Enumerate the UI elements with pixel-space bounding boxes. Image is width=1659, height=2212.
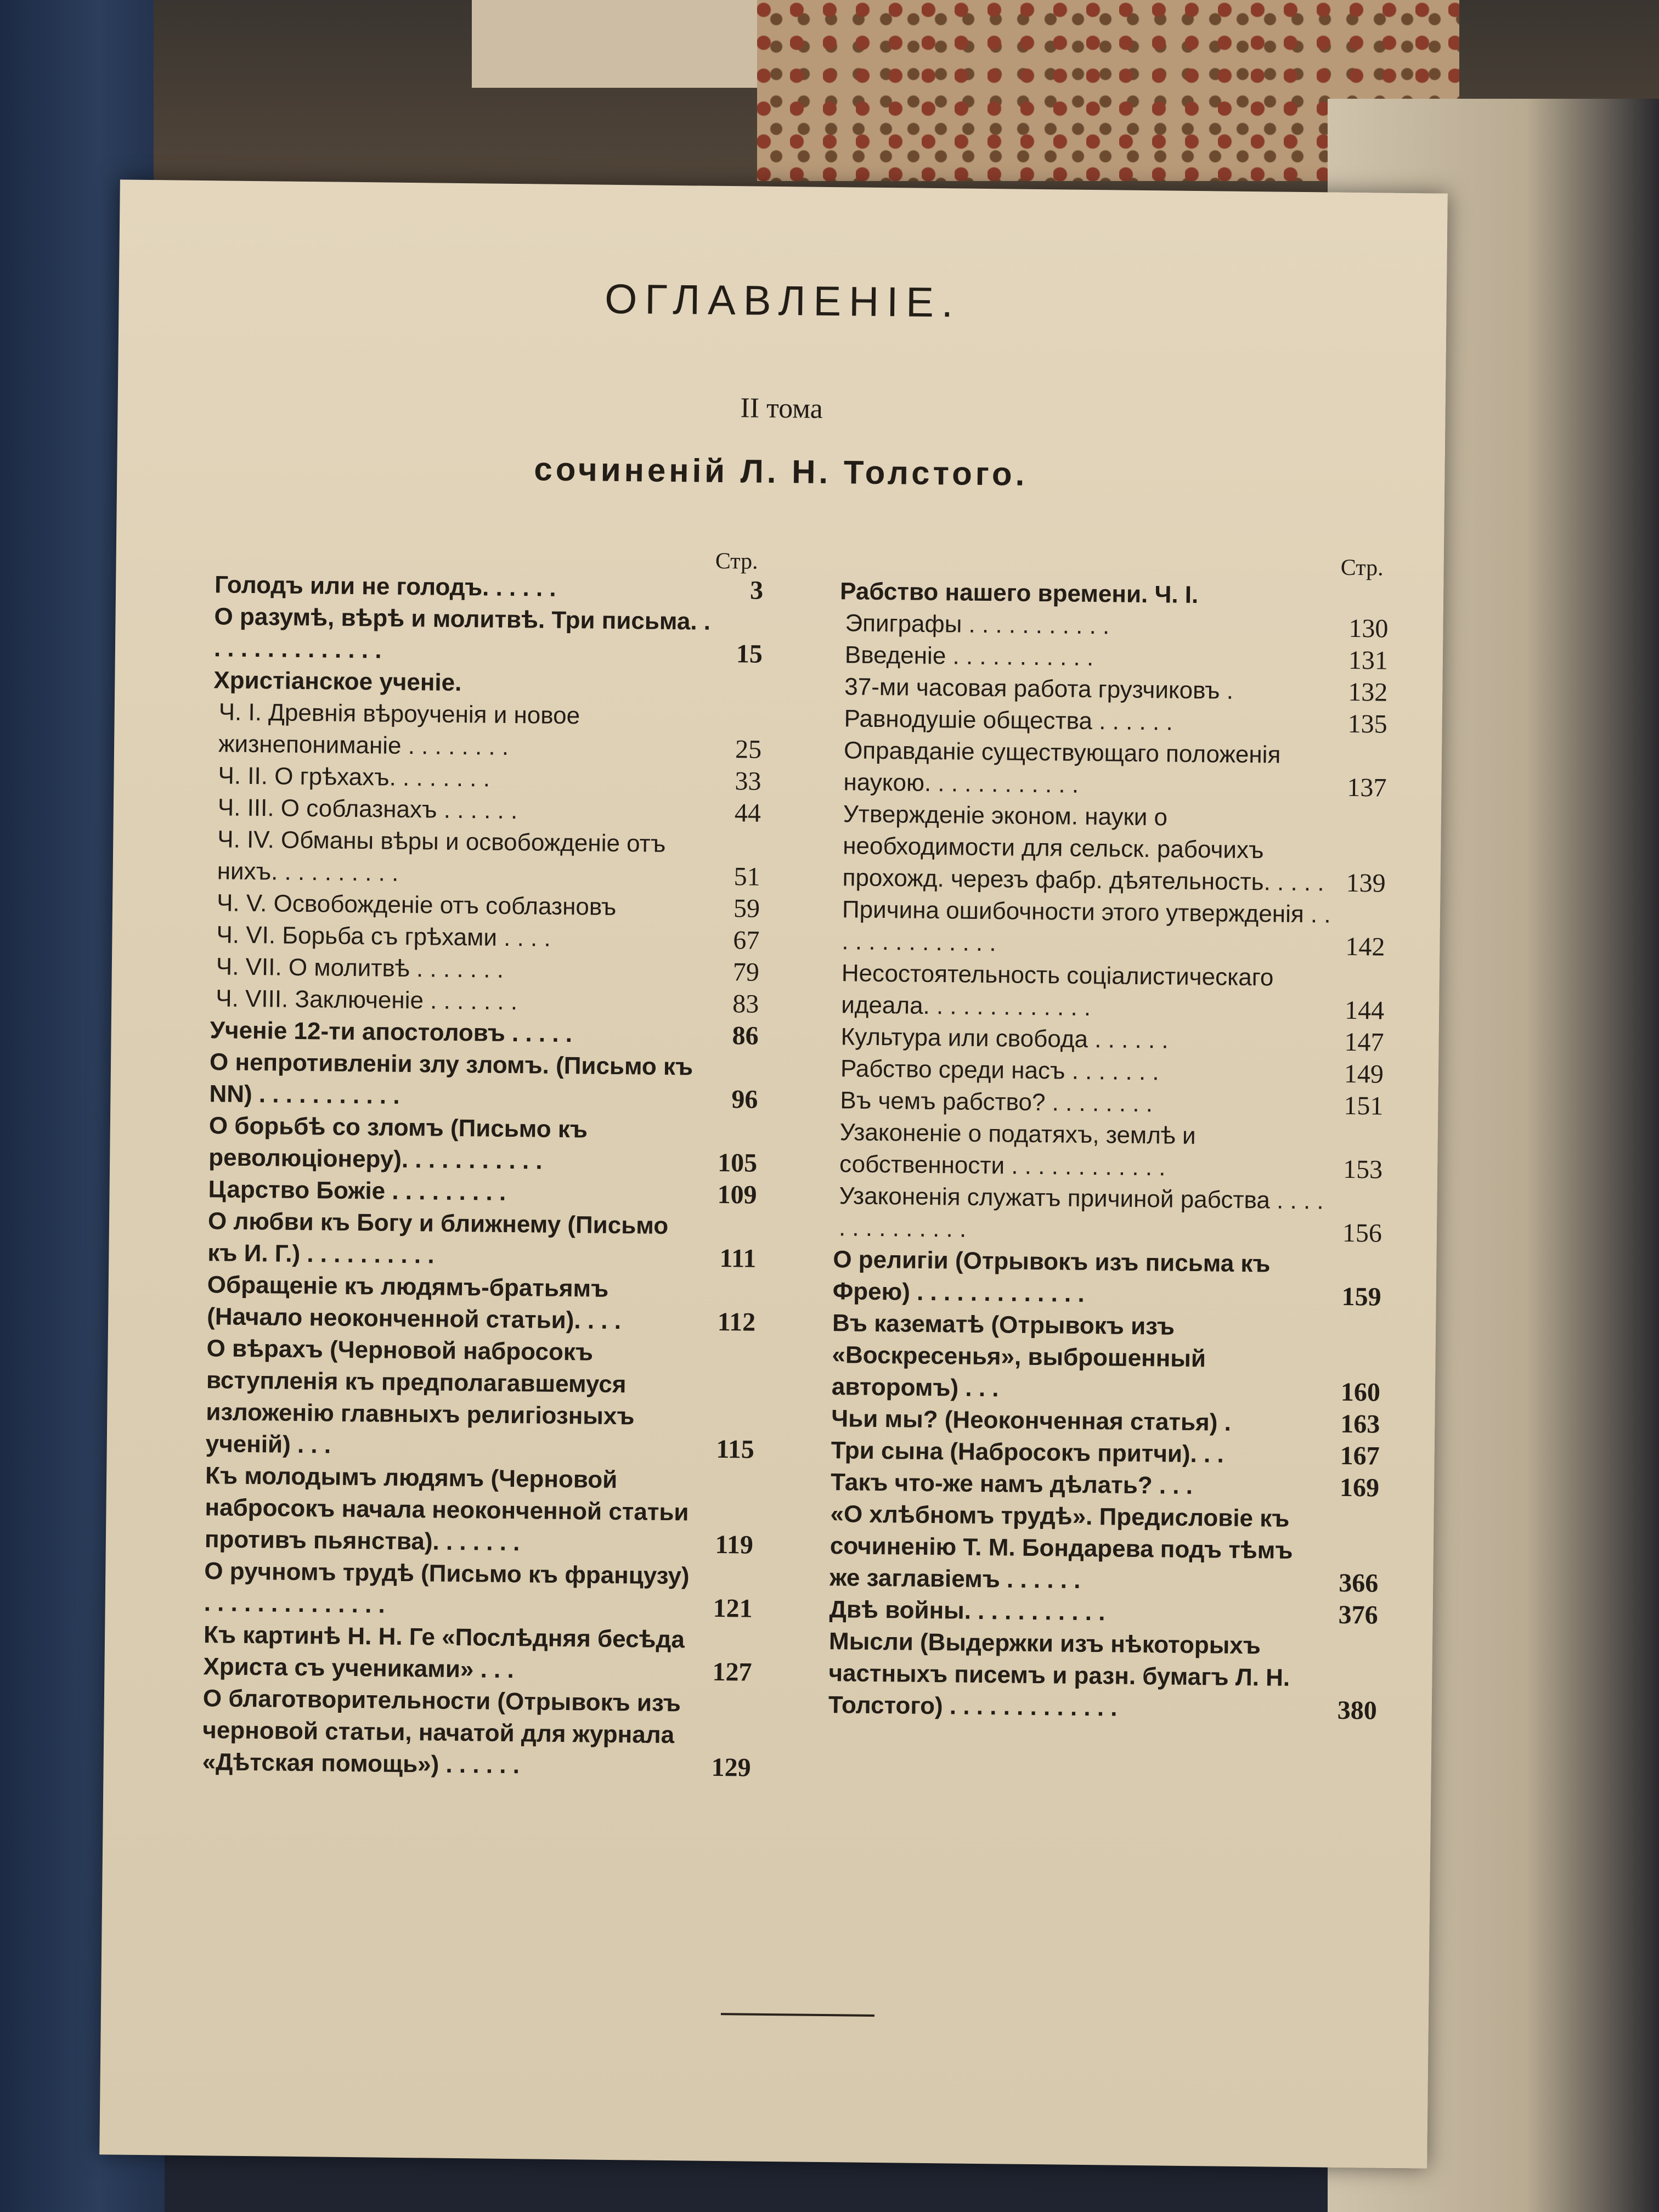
toc-entry <box>213 664 763 702</box>
toc-entry <box>830 1498 1379 1599</box>
toc-entry-page: 132 <box>1347 677 1388 707</box>
toc-entry-title: Ч. III. О соблазнахъ . . . . . . <box>217 794 518 825</box>
toc-entry-page: 139 <box>1346 868 1386 898</box>
page-title: ОГЛАВЛЕНІЕ. <box>604 275 961 326</box>
toc-entry-title: О борьбѣ со зломъ (Письмо къ революціонеру). . . . . . . . . . . <box>208 1112 588 1175</box>
toc-entry-title: О ручномъ трудѣ (Письмо къ французу) . . . . . . . . . . . . . . <box>204 1558 690 1618</box>
toc-entry-title: «О хлѣбномъ трудѣ». Предисловіе къ сочиненію Т. М. Бондарева подъ тѣмъ же заглавіемъ . . . . . . <box>830 1500 1293 1594</box>
toc-entry <box>209 1046 758 1115</box>
toc-entry-page: 156 <box>1342 1218 1383 1248</box>
toc-entry-title: Чьи мы? (Неоконченная статья) . <box>831 1405 1232 1436</box>
toc-entry <box>839 607 1389 645</box>
end-rule <box>721 2013 874 2017</box>
toc-list-right <box>828 575 1389 1726</box>
toc-entry <box>213 696 762 765</box>
toc-entry <box>210 1014 759 1052</box>
toc-entry <box>212 760 761 797</box>
toc-entry-page: 44 <box>734 798 761 828</box>
toc-entry-title: О благотворительности (Отрывокъ изъ черновой статьи, начатой для журнала «Дѣтская помощь») . . . . . . <box>202 1685 681 1779</box>
toc-list-left <box>202 569 763 1784</box>
toc-entry-title: 37-ми часовая работа грузчиковъ . <box>844 673 1234 704</box>
toc-entry-title: Рабство среди насъ . . . . . . . <box>840 1055 1159 1086</box>
toc-entry-page: 153 <box>1342 1154 1383 1184</box>
toc-entry-page: 149 <box>1344 1059 1384 1089</box>
toc-entry-title: Культура или свобода . . . . . . <box>840 1023 1169 1054</box>
toc-entry <box>831 1435 1380 1472</box>
toc-entry-page: 380 <box>1337 1695 1378 1725</box>
toc-entry-title: Ч. II. О грѣхахъ. . . . . . . . <box>218 762 490 792</box>
toc-entry <box>839 639 1389 676</box>
toc-entry <box>207 1205 757 1274</box>
toc-entry-title: Обращеніе къ людямъ-братьямъ (Начало неоконченной статьи). . . . <box>206 1271 622 1335</box>
toc-entry-title: Утвержденіе эконом. науки о необходимости для сельск. рабочихъ прохожд. черезъ фабр. дѣятельность. . . . . <box>842 800 1324 896</box>
toc-entry-title: Къ молодымъ людямъ (Черновой набросокъ начала неоконченной статьи противъ пьянства). . . . . . . <box>204 1462 689 1556</box>
toc-entry-title: Узаконеніе о податяхъ, землѣ и собственности . . . . . . . . . . . . <box>839 1119 1196 1181</box>
toc-entry <box>831 1403 1380 1440</box>
toc-entry-page: 121 <box>713 1593 753 1623</box>
toc-entry <box>839 671 1388 708</box>
toc-entry <box>212 792 761 829</box>
toc-entry-title: Царство Божіе . . . . . . . . . <box>208 1176 506 1206</box>
volume-subtitle: II тома <box>740 392 823 425</box>
author-line: сочиненій Л. Н. Толстого. <box>534 450 1028 493</box>
toc-entry-page: 144 <box>1344 995 1385 1025</box>
page-label: Стр. <box>1340 555 1384 581</box>
toc-entry <box>208 1110 758 1179</box>
toc-entry-page: 25 <box>735 735 762 764</box>
toc-entry-title: Несостоятельность соціалистическаго идеала. . . . . . . . . . . . . <box>840 960 1274 1022</box>
toc-entry <box>836 894 1385 963</box>
toc-entry <box>831 1466 1380 1504</box>
toc-entry <box>840 575 1389 613</box>
toc-entry <box>829 1594 1378 1631</box>
toc-entry-page: 160 <box>1340 1377 1381 1407</box>
toc-entry <box>835 1021 1384 1058</box>
toc-entry-page: 51 <box>733 862 760 891</box>
toc-entry-title: Такъ что-же намъ дѣлать? . . . <box>830 1469 1193 1500</box>
toc-entry <box>215 569 764 606</box>
toc-entry <box>837 798 1386 899</box>
toc-entry-page: 167 <box>1340 1441 1380 1471</box>
toc-column-left <box>202 543 764 1784</box>
toc-entry-title: Рабство нашего времени. Ч. I. <box>839 578 1199 609</box>
toc-entry-title: Равнодушіе общества . . . . . . <box>844 705 1173 736</box>
toc-entry-page: 142 <box>1345 932 1385 962</box>
toc-entry-title: Въ казематѣ (Отрывокъ изъ «Воскресенья», выброшенный авторомъ) . . . <box>831 1310 1206 1402</box>
toc-entry-title: Двѣ войны. . . . . . . . . . . <box>829 1596 1105 1626</box>
toc-entry <box>838 703 1387 740</box>
toc-entry-page: 159 <box>1341 1282 1381 1312</box>
toc-entry <box>211 919 760 956</box>
toc-entry-page: 169 <box>1339 1472 1380 1503</box>
toc-entry-title: Оправданіе существующаго положенія наукою. . . . . . . . . . . . <box>843 737 1281 798</box>
toc-entry-page: 83 <box>732 989 759 1019</box>
toc-entry <box>208 1173 757 1211</box>
toc-entry-page: 79 <box>732 957 760 987</box>
toc-entry <box>202 1683 752 1784</box>
toc-entry <box>828 1626 1378 1726</box>
toc-entry-title: Введеніе . . . . . . . . . . . <box>844 641 1094 672</box>
toc-entry-page: 59 <box>733 894 760 923</box>
toc-entry <box>214 601 763 670</box>
toc-entry <box>834 1116 1383 1186</box>
toc-entry <box>210 983 759 1020</box>
toc-entry <box>211 887 760 924</box>
toc-entry-page: 147 <box>1344 1027 1384 1057</box>
toc-entry-title: Къ картинѣ Н. Н. Ге «Послѣдняя бесѣда Христа съ учениками» . . . <box>203 1621 685 1684</box>
toc-entry-page: 129 <box>711 1752 751 1782</box>
toc-entry <box>833 1180 1383 1249</box>
toc-entry-page: 366 <box>1338 1568 1379 1598</box>
toc-entry-page: 163 <box>1340 1409 1380 1439</box>
toc-entry-title: Христіанское ученіе. <box>213 667 462 696</box>
toc-entry-page: 96 <box>731 1085 758 1114</box>
toc-entry <box>832 1307 1381 1408</box>
toc-entry-title: Три сына (Набросокъ притчи). . . <box>831 1437 1224 1468</box>
toc-entry-page: 376 <box>1338 1600 1378 1630</box>
toc-entry-title: Ч. VIII. Заключеніе . . . . . . . <box>216 985 518 1015</box>
toc-entry <box>832 1244 1381 1313</box>
toc-entry-title: О любви къ Богу и ближнему (Письмо къ И. Г.) . . . . . . . . . . <box>207 1207 669 1269</box>
page-label: Стр. <box>715 548 758 574</box>
toc-entry-title: Ч. VII. О молитвѣ . . . . . . . <box>216 953 504 983</box>
toc-entry <box>204 1555 753 1624</box>
toc-entry <box>834 1085 1384 1122</box>
toc-entry-title: О религіи (Отрывокъ изъ письма къ Фрею) . . . . . . . . . . . . . <box>832 1246 1271 1307</box>
toc-entry-page: 137 <box>1347 772 1387 803</box>
book-page <box>99 179 1448 2168</box>
toc-entry-title: Голодъ или не голодъ. . . . . . <box>214 571 556 602</box>
toc-entry-page: 130 <box>1348 613 1389 644</box>
toc-entry <box>838 735 1387 804</box>
toc-entry-page: 119 <box>715 1530 754 1560</box>
toc-entry-title: О вѣрахъ (Черновой набросокъ вступленія къ предполагавшемуся изложенію главныхъ религіозныхъ ученій) . . . <box>205 1335 635 1459</box>
toc-entry-page: 151 <box>1344 1091 1384 1121</box>
toc-entry-page: 86 <box>732 1021 759 1051</box>
toc-entry-page: 105 <box>717 1148 758 1178</box>
toc-entry-page: 112 <box>717 1307 756 1337</box>
toc-entry-title: Причина ошибочности этого утвержденія . . . . . . . . . . . . . . <box>842 896 1331 957</box>
toc-entry-title: Ч. I. Древнія вѣроученія и новое жизнепониманіе . . . . . . . . <box>218 698 580 760</box>
toc-entry <box>207 1269 756 1338</box>
toc-entry-page: 67 <box>733 926 760 955</box>
toc-entry-page: 131 <box>1348 645 1389 675</box>
toc-entry-title: О разумѣ, вѣрѣ и молитвѣ. Три письма. . . . . . . . . . . . . . . <box>213 603 711 664</box>
toc-entry-page: 33 <box>735 766 761 796</box>
toc-entry-title: Ч. VI. Борьба съ грѣхами . . . . <box>216 921 551 952</box>
toc-entry <box>205 1333 755 1465</box>
toc-entry-title: Узаконенія служатъ причиной рабства . . . . . . . . . . . . . . <box>838 1182 1324 1243</box>
toc-entry <box>836 957 1385 1026</box>
toc-entry <box>835 1053 1384 1090</box>
toc-entry-title: Въ чемъ рабство? . . . . . . . . <box>840 1087 1153 1118</box>
toc-entry <box>205 1460 754 1561</box>
toc-entry <box>203 1619 752 1688</box>
toc-entry-page: 109 <box>717 1180 757 1210</box>
toc-entry-title: Ч. IV. Обманы вѣры и освобожденіе отъ нихъ. . . . . . . . . . <box>217 826 666 887</box>
toc-entry <box>211 951 760 988</box>
background-book-spine <box>472 0 757 88</box>
toc-entry-page: 127 <box>712 1657 752 1687</box>
toc-entry-page: 115 <box>716 1434 755 1464</box>
toc-entry-title: Ученіе 12-ти апостоловъ . . . . . <box>210 1017 573 1048</box>
toc-entry-page: 15 <box>736 639 763 669</box>
toc-entry <box>211 823 760 893</box>
toc-entry-page: 111 <box>719 1243 757 1273</box>
toc-entry-title: Ч. V. Освобожденіе отъ соблазновъ <box>216 889 617 921</box>
toc-column-right <box>828 549 1389 1726</box>
toc-entry-title: Эпиграфы . . . . . . . . . . . <box>845 610 1110 640</box>
toc-entry-title: О непротивленіи злу зломъ. (Письмо къ NN) . . . . . . . . . . . <box>209 1048 693 1109</box>
toc-entry-title: Мысли (Выдержки изъ нѣкоторыхъ частныхъ писемъ и разн. бумагъ Л. Н. Толстого) . . . . . . . . . . . . . <box>828 1628 1290 1722</box>
toc-entry-page: 135 <box>1347 709 1387 739</box>
toc-entry-page: 3 <box>749 575 764 605</box>
